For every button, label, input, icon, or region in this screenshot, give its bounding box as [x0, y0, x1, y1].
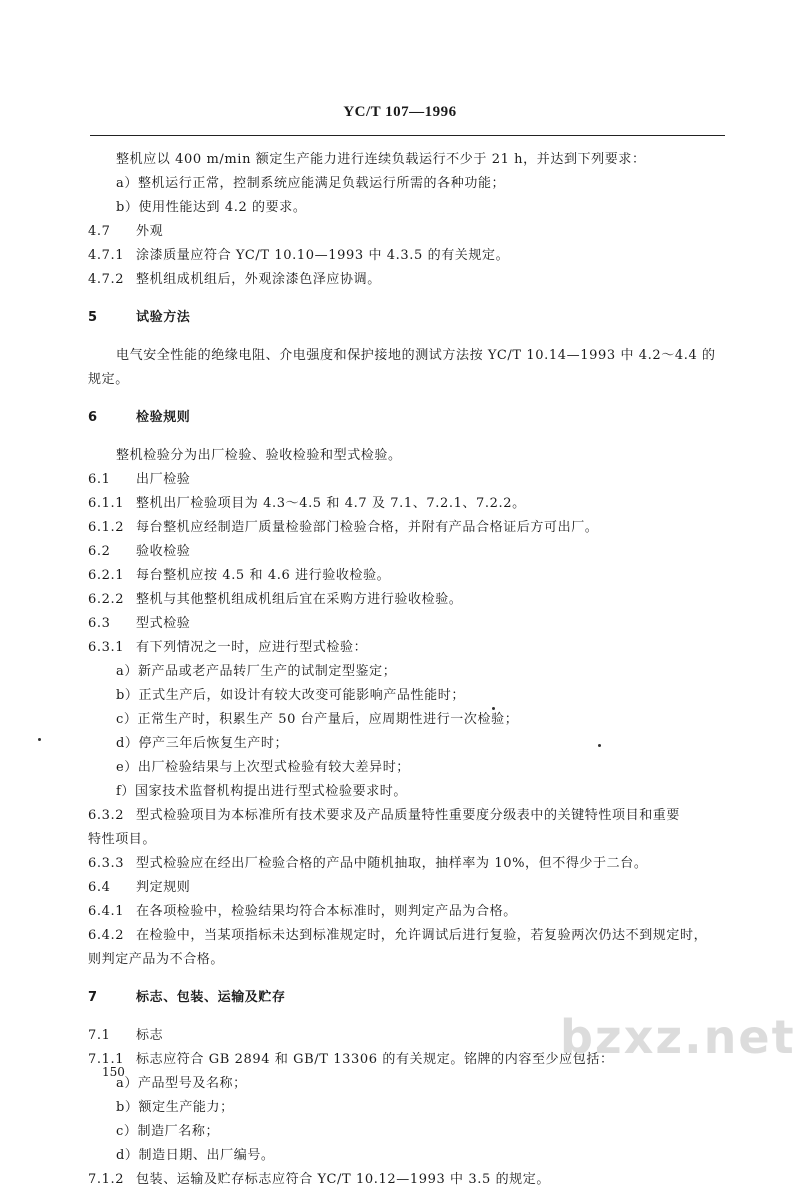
clause-number: 6.3.1 — [88, 640, 125, 655]
clause-number: 5 — [88, 310, 98, 325]
clause-text: 试验方法 — [136, 310, 191, 325]
clause-number: 6.1.2 — [88, 520, 125, 535]
clause-number: 6.3 — [88, 616, 111, 631]
clause-number: 7.1.2 — [88, 1172, 125, 1187]
section-gap — [88, 392, 728, 406]
list-item: b）额定生产能力； — [116, 1100, 234, 1115]
clause-text: 标志、包装、运输及贮存 — [136, 990, 286, 1005]
clause-line — [88, 244, 728, 268]
clause-number: 6.1 — [88, 472, 111, 487]
clause-text: 每台整机应经制造厂质量检验部门检验合格，并附有产品合格证后方可出厂。 — [136, 520, 599, 535]
clause-text: 型式检验 — [136, 616, 191, 631]
section-gap — [88, 430, 728, 444]
clause-text: 在检验中，当某项指标未达到标准规定时，允许调试后进行复验，若复验两次仍达不到规定时， — [136, 928, 708, 943]
clause-text: 在各项检验中，检验结果均符合本标准时，则判定产品为合格。 — [136, 904, 517, 919]
clause-text: 有下列情况之一时，应进行型式检验： — [136, 640, 368, 655]
clause-number: 4.7.2 — [88, 272, 125, 287]
clause-text: 整机出厂检验项目为 4.3～4.5 和 4.7 及 7.1、7.2.1、7.2.2。 — [136, 496, 526, 511]
clause-text: 标志 — [136, 1028, 164, 1043]
clause-text: 检验规则 — [136, 410, 191, 425]
list-item: a）产品型号及名称； — [116, 1076, 247, 1091]
paragraph-line: 电气安全性能的绝缘电阻、介电强度和保护接地的测试方法按 YC/T 10.14—1993 中 4.2～4.4 的 — [116, 348, 716, 363]
clause-number: 6.2.1 — [88, 568, 125, 583]
clause-number: 6 — [88, 410, 98, 425]
clause-line — [88, 268, 728, 292]
clause-number: 6.4.1 — [88, 904, 125, 919]
clause-line — [88, 564, 728, 588]
clause-line — [88, 540, 728, 564]
clause-number: 6.4 — [88, 880, 111, 895]
clause-number: 6.4.2 — [88, 928, 125, 943]
clause-number: 6.2 — [88, 544, 111, 559]
clause-text: 出厂检验 — [136, 472, 191, 487]
clause-line — [88, 636, 728, 660]
section-heading — [88, 306, 728, 330]
clause-text: 判定规则 — [136, 880, 191, 895]
list-item: c）制造厂名称； — [116, 1124, 220, 1139]
clause-number: 4.7 — [88, 224, 111, 239]
paragraph-line: 则判定产品为不合格。 — [88, 952, 225, 967]
clause-number: 7 — [88, 990, 98, 1005]
clause-text: 型式检验项目为本标准所有技术要求及产品质量特性重要度分级表中的关键特性项目和重要 — [136, 808, 681, 823]
clause-line — [88, 516, 728, 540]
clause-number: 4.7.1 — [88, 248, 125, 263]
clause-number: 6.3.2 — [88, 808, 125, 823]
clause-line — [88, 1168, 728, 1192]
clause-number: 6.1.1 — [88, 496, 125, 511]
clause-line — [88, 852, 728, 876]
clause-number: 6.3.3 — [88, 856, 125, 871]
list-item: b）使用性能达到 4.2 的要求。 — [116, 200, 307, 215]
clause-line — [88, 924, 728, 948]
clause-text: 整机组成机组后，外观涂漆色泽应协调。 — [136, 272, 381, 287]
clause-text: 涂漆质量应符合 YC/T 10.10—1993 中 4.3.5 的有关规定。 — [136, 248, 510, 263]
list-item: e）出厂检验结果与上次型式检验有较大差异时； — [116, 760, 410, 775]
clause-number: 7.1 — [88, 1028, 111, 1043]
scan-speck — [598, 744, 601, 747]
section-heading — [88, 406, 728, 430]
clause-text: 外观 — [136, 224, 164, 239]
header-rule — [90, 135, 725, 136]
scan-speck — [38, 738, 41, 741]
clause-text: 每台整机应按 4.5 和 4.6 进行验收检验。 — [136, 568, 391, 583]
paragraph-line: 整机检验分为出厂检验、验收检验和型式检验。 — [116, 448, 402, 463]
section-heading — [88, 986, 728, 1010]
list-item: c）正常生产时，积累生产 50 台产量后，应周期性进行一次检验； — [116, 712, 519, 727]
clause-line — [88, 492, 728, 516]
paragraph-line: 规定。 — [88, 372, 129, 387]
list-item: b）正式生产后，如设计有较大改变可能影响产品性能时； — [116, 688, 465, 703]
clause-number: 6.2.2 — [88, 592, 125, 607]
clause-text: 型式检验应在经出厂检验合格的产品中随机抽取，抽样率为 10%，但不得少于二台。 — [136, 856, 648, 871]
paragraph-line: 特性项目。 — [88, 832, 157, 847]
clause-text: 整机与其他整机组成机组后宜在采购方进行验收检验。 — [136, 592, 463, 607]
section-gap — [88, 972, 728, 986]
document-code-header: YC/T 107—1996 — [343, 104, 457, 120]
list-item: d）制造日期、出厂编号。 — [116, 1148, 275, 1163]
clause-number: 7.1.1 — [88, 1052, 125, 1067]
clause-line — [88, 468, 728, 492]
section-gap — [88, 330, 728, 344]
clause-text: 包装、运输及贮存标志应符合 YC/T 10.12—1993 中 3.5 的规定。 — [136, 1172, 550, 1187]
paragraph-line: 整机应以 400 m/min 额定生产能力进行连续负载运行不少于 21 h，并达到下列要求： — [116, 152, 646, 167]
watermark: bzxz.net — [560, 1010, 796, 1064]
clause-line — [88, 900, 728, 924]
clause-text: 验收检验 — [136, 544, 191, 559]
clause-line — [88, 588, 728, 612]
page-number: 150 — [102, 1065, 125, 1079]
list-item: d）停产三年后恢复生产时； — [116, 736, 289, 751]
clause-text: 标志应符合 GB 2894 和 GB/T 13306 的有关规定。铭牌的内容至少应包括： — [136, 1052, 614, 1067]
list-item: a）新产品或老产品转厂生产的试制定型鉴定； — [116, 664, 397, 679]
clause-line — [88, 612, 728, 636]
clause-line — [88, 876, 728, 900]
section-gap — [88, 292, 728, 306]
list-item: f）国家技术监督机构提出进行型式检验要求时。 — [116, 784, 408, 799]
scan-speck — [492, 707, 495, 710]
clause-line — [88, 804, 728, 828]
list-item: a）整机运行正常，控制系统应能满足负载运行所需的各种功能； — [116, 176, 506, 191]
clause-line — [88, 220, 728, 244]
